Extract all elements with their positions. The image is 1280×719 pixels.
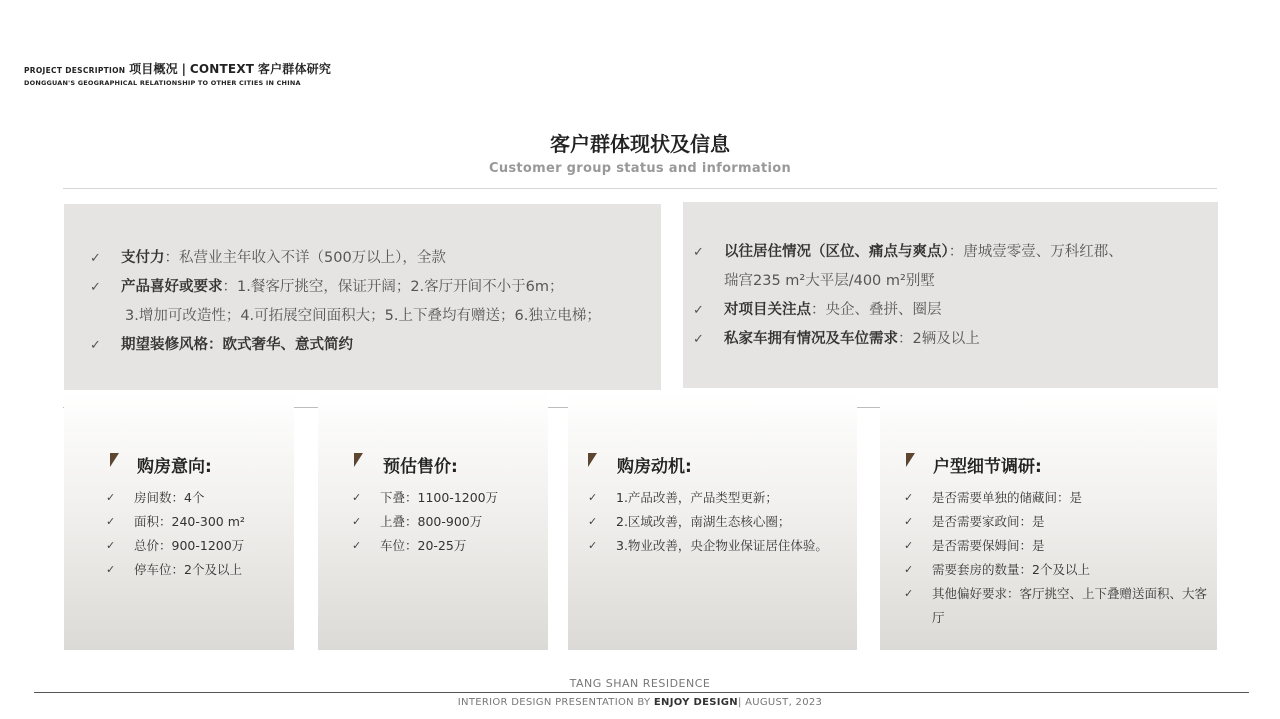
item-text: 1.产品改善，产品类型更新； (616, 490, 778, 505)
list-item (352, 510, 542, 534)
item-text: 其他偏好要求：客厅挑空、上下叠赠送面积、大客厅 (932, 586, 1208, 625)
check-icon: ✓ (352, 515, 362, 528)
list-item (106, 534, 286, 558)
corner-marker-icon (588, 453, 597, 467)
item-text: ：2辆及以上 (898, 331, 980, 347)
list-item (904, 582, 1209, 630)
corner-marker-icon (906, 453, 915, 467)
item-continuation: 3.增加可改造性；4.可拓展空间面积大；5.上下叠均有赠送；6.独立电梯； (125, 308, 601, 324)
check-icon: ✓ (904, 587, 914, 600)
item-label: 以往居住情况（区位、痛点与爽点） (724, 244, 949, 260)
check-icon: ✓ (904, 515, 914, 528)
header-big-left: 项目概况 (129, 62, 178, 76)
card-purchase-intention (64, 392, 294, 650)
check-icon: ✓ (588, 515, 598, 528)
list-item (693, 238, 1203, 296)
item-text: 下叠：1100-1200万 (380, 490, 499, 505)
check-icon: ✓ (693, 332, 704, 347)
item-label: 支付力 (121, 250, 165, 266)
footer-credit (0, 697, 1280, 708)
page-subtitle: Customer group status and information (488, 161, 791, 176)
list-item (904, 486, 1209, 510)
check-icon: ✓ (904, 491, 914, 504)
card-list (588, 486, 853, 558)
header-big-right: 客户群体研究 (257, 62, 332, 76)
header-subtitle: DONGGUAN'S GEOGRAPHICAL RELATIONSHIP TO OTHER CITIES IN CHINA (24, 79, 301, 87)
list-item (90, 331, 650, 360)
customer-profile-box-right (683, 202, 1218, 388)
card-title: 购房意向: (137, 457, 212, 477)
item-text: 是否需要单独的储藏间：是 (932, 490, 1083, 505)
card-list (904, 486, 1209, 630)
card-purchase-motivation (568, 392, 857, 650)
list-item (588, 486, 853, 510)
card-title: 购房动机: (617, 457, 692, 477)
item-text: 3.物业改善，央企物业保证居住体验。 (616, 538, 828, 553)
item-text: ：欧式奢华、意式简约 (208, 337, 353, 353)
card-list (106, 486, 286, 582)
item-text: 总价：900-1200万 (134, 538, 245, 553)
item-text: ：私营业主年收入不详（500万以上），全款 (164, 250, 446, 266)
check-icon: ✓ (352, 491, 362, 504)
check-icon: ✓ (588, 539, 598, 552)
item-label: 私家车拥有情况及车位需求 (724, 331, 898, 347)
list-item (588, 534, 853, 558)
list-item (588, 510, 853, 534)
corner-marker-icon (354, 453, 363, 467)
check-icon: ✓ (106, 491, 116, 504)
list-item (693, 296, 1203, 325)
item-text: 是否需要家政间：是 (932, 514, 1045, 529)
check-icon: ✓ (106, 539, 116, 552)
list-item (106, 558, 286, 582)
card-title: 预估售价: (383, 457, 458, 477)
list-item (352, 486, 542, 510)
check-icon: ✓ (106, 515, 116, 528)
item-text: 需要套房的数量：2个及以上 (932, 562, 1090, 577)
card-list (352, 486, 542, 558)
check-icon: ✓ (106, 563, 116, 576)
check-icon: ✓ (588, 491, 598, 504)
list-item (106, 510, 286, 534)
check-icon: ✓ (904, 539, 914, 552)
check-icon: ✓ (693, 245, 704, 260)
card-estimated-price (318, 392, 548, 650)
check-icon: ✓ (90, 280, 101, 295)
page-title: 客户群体现状及信息 (550, 132, 730, 156)
check-icon: ✓ (90, 251, 101, 266)
item-label: 产品喜好或要求 (121, 279, 223, 295)
header-small-right: CONTEXT (189, 62, 255, 76)
customer-profile-box-left (64, 204, 661, 390)
item-text: 是否需要保姆间：是 (932, 538, 1045, 553)
card-layout-research (880, 392, 1217, 650)
item-label: 期望装修风格 (121, 337, 208, 353)
item-text: 停车位：2个及以上 (134, 562, 242, 577)
list-item (904, 534, 1209, 558)
item-text: 2.区域改善，南湖生态核心圈； (616, 514, 791, 529)
list-item (904, 510, 1209, 534)
list-item (90, 244, 650, 273)
list-item (106, 486, 286, 510)
top-divider (63, 188, 1217, 189)
list-item (352, 534, 542, 558)
item-text: ：1.餐客厅挑空，保证开阔；2.客厅开间不小于6m； (222, 279, 564, 295)
item-text: 房间数：4个 (134, 490, 205, 505)
footer-brand: ENJOY DESIGN (653, 697, 738, 708)
item-continuation: 瑞宫235 m²大平层/400 m²别墅 (724, 273, 935, 289)
header (24, 60, 331, 87)
corner-marker-icon (110, 453, 119, 467)
item-text: 面积：240-300 m² (134, 514, 245, 529)
item-text: 车位：20-25万 (380, 538, 467, 553)
header-separator: | (181, 62, 187, 76)
check-icon: ✓ (352, 539, 362, 552)
footer-project-name: TANG SHAN RESIDENCE (569, 677, 711, 690)
check-icon: ✓ (693, 303, 704, 318)
right-box-list (693, 238, 1203, 354)
list-item (904, 558, 1209, 582)
header-title (24, 60, 331, 77)
footer-suffix: | AUGUST, 2023 (737, 697, 823, 708)
header-small-left: PROJECT DESCRIPTION (24, 66, 126, 75)
list-item (693, 325, 1203, 354)
left-box-list (90, 244, 650, 360)
card-title: 户型细节调研: (933, 457, 1042, 477)
item-label: 对项目关注点 (724, 302, 811, 318)
item-text: ：央企、叠拼、圈层 (811, 302, 942, 318)
item-text: 上叠：800-900万 (380, 514, 483, 529)
footer-divider (34, 692, 1249, 693)
footer-prefix: INTERIOR DESIGN PRESENTATION BY (457, 697, 651, 708)
item-text: ：唐城壹零壹、万科红郡、 (948, 244, 1123, 260)
list-item (90, 273, 650, 331)
check-icon: ✓ (90, 338, 101, 353)
check-icon: ✓ (904, 563, 914, 576)
